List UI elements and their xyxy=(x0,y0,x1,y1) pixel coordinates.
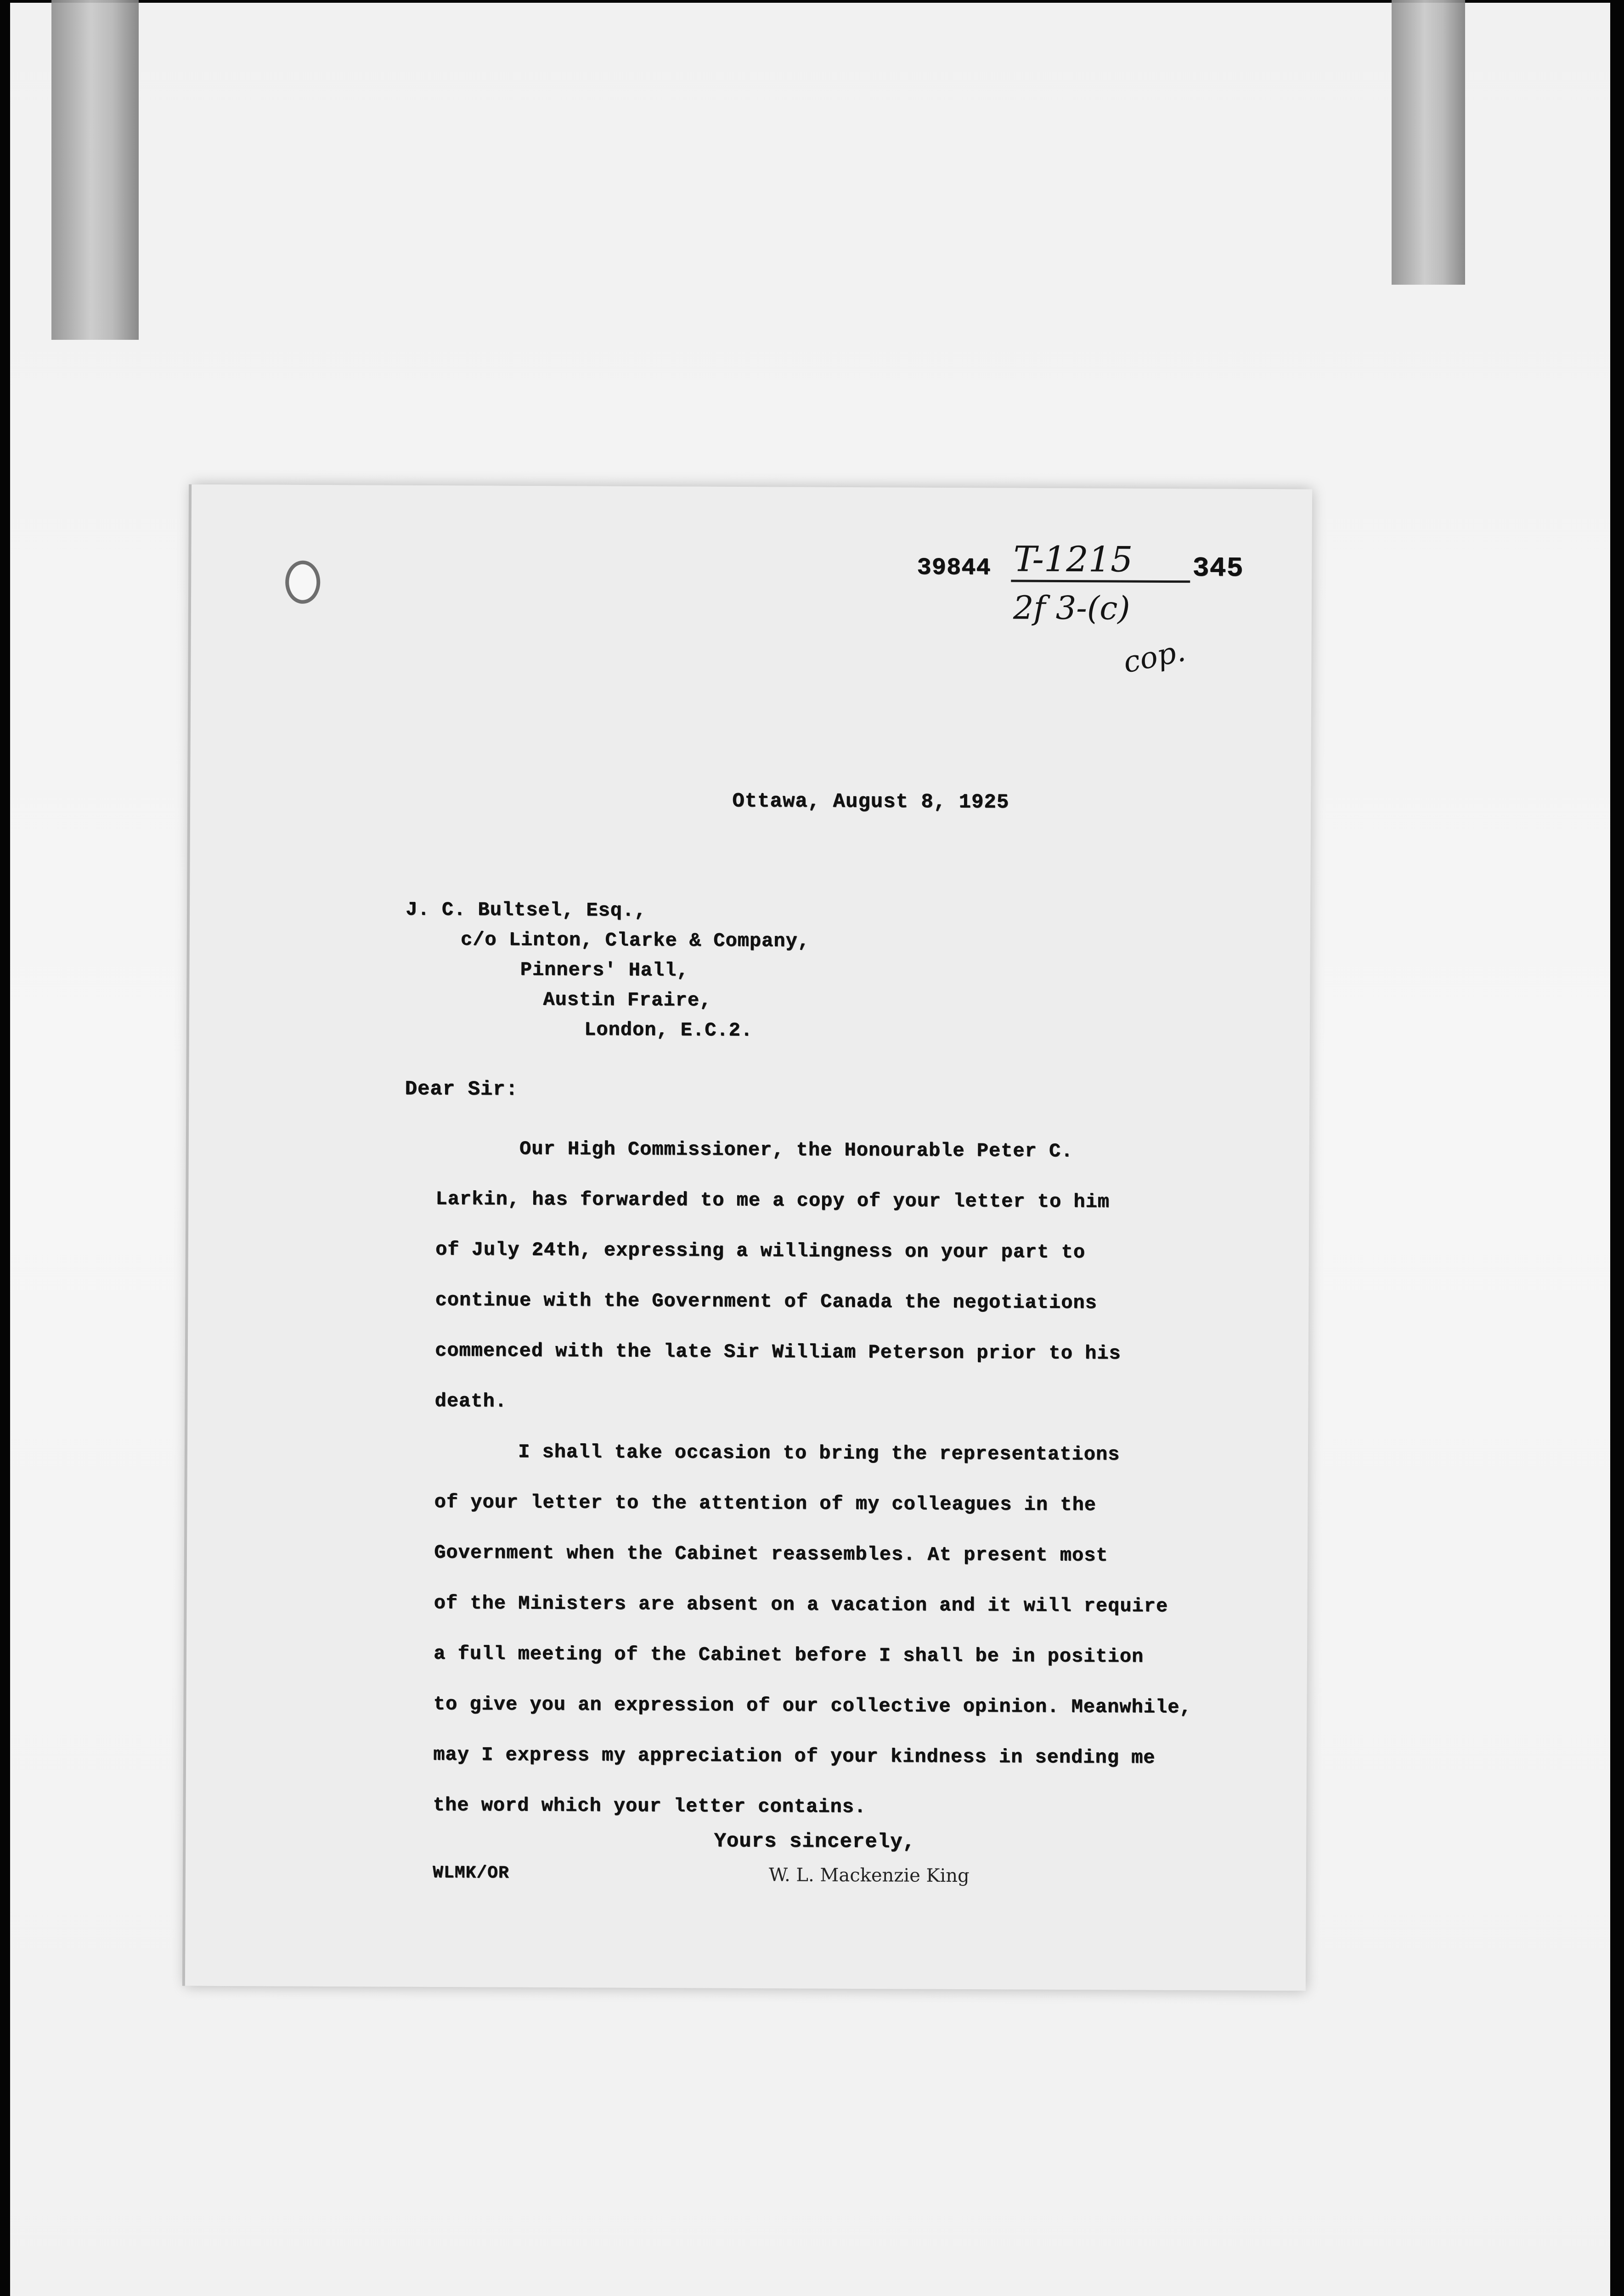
handwritten-file-subnumber: 2f 3-(c) xyxy=(1013,589,1130,627)
body-line: Larkin, has forwarded to me a copy of your letter to him xyxy=(435,1188,1110,1213)
tape-strip xyxy=(51,0,139,340)
punch-hole xyxy=(285,561,320,604)
body-line: of the Ministers are absent on a vacation and it will require xyxy=(434,1592,1168,1617)
body-line: the word which your letter contains. xyxy=(433,1794,867,1818)
address-line: J. C. Bultsel, Esq., xyxy=(406,898,647,922)
reference-number: 39844 xyxy=(917,554,991,582)
address-line: c/o Linton, Clarke & Company, xyxy=(460,929,810,952)
typist-initials: WLMK/OR xyxy=(432,1863,509,1883)
letter-sheet xyxy=(185,484,1312,1991)
body-line: I shall take occasion to bring the representations xyxy=(518,1441,1120,1466)
body-line: death. xyxy=(434,1390,507,1412)
handwritten-copy-note: cop. xyxy=(1120,634,1189,680)
address-line: London, E.C.2. xyxy=(584,1019,753,1042)
handwritten-rule xyxy=(1011,580,1190,583)
body-line: Our High Commissioner, the Honourable Peter C. xyxy=(519,1137,1073,1163)
closing: Yours sincerely, xyxy=(714,1829,915,1854)
body-line: continue with the Government of Canada the negotiations xyxy=(435,1289,1097,1314)
address-line: Austin Fraire, xyxy=(543,989,712,1012)
body-line: Government when the Cabinet reassembles. At present most xyxy=(434,1542,1108,1567)
body-line: a full meeting of the Cabinet before I shall be in position xyxy=(433,1643,1144,1668)
signature-name: W. L. Mackenzie King xyxy=(768,1864,970,1887)
tape-strip xyxy=(1392,0,1465,285)
body-line: of your letter to the attention of my colleagues in the xyxy=(434,1491,1096,1516)
handwritten-file-number: T-1215 xyxy=(1013,538,1133,580)
salutation: Dear Sir: xyxy=(405,1077,519,1101)
page-number: 345 xyxy=(1192,553,1244,585)
body-line: may I express my appreciation of your kindness in sending me xyxy=(433,1744,1156,1769)
address-line: Pinners' Hall, xyxy=(520,958,689,982)
date-line: Ottawa, August 8, 1925 xyxy=(732,789,1009,814)
body-line: to give you an expression of our collective opinion. Meanwhile, xyxy=(433,1693,1192,1719)
body-line: commenced with the late Sir William Peterson prior to his xyxy=(434,1339,1121,1365)
body-line: of July 24th, expressing a willingness on your part to xyxy=(435,1238,1086,1264)
